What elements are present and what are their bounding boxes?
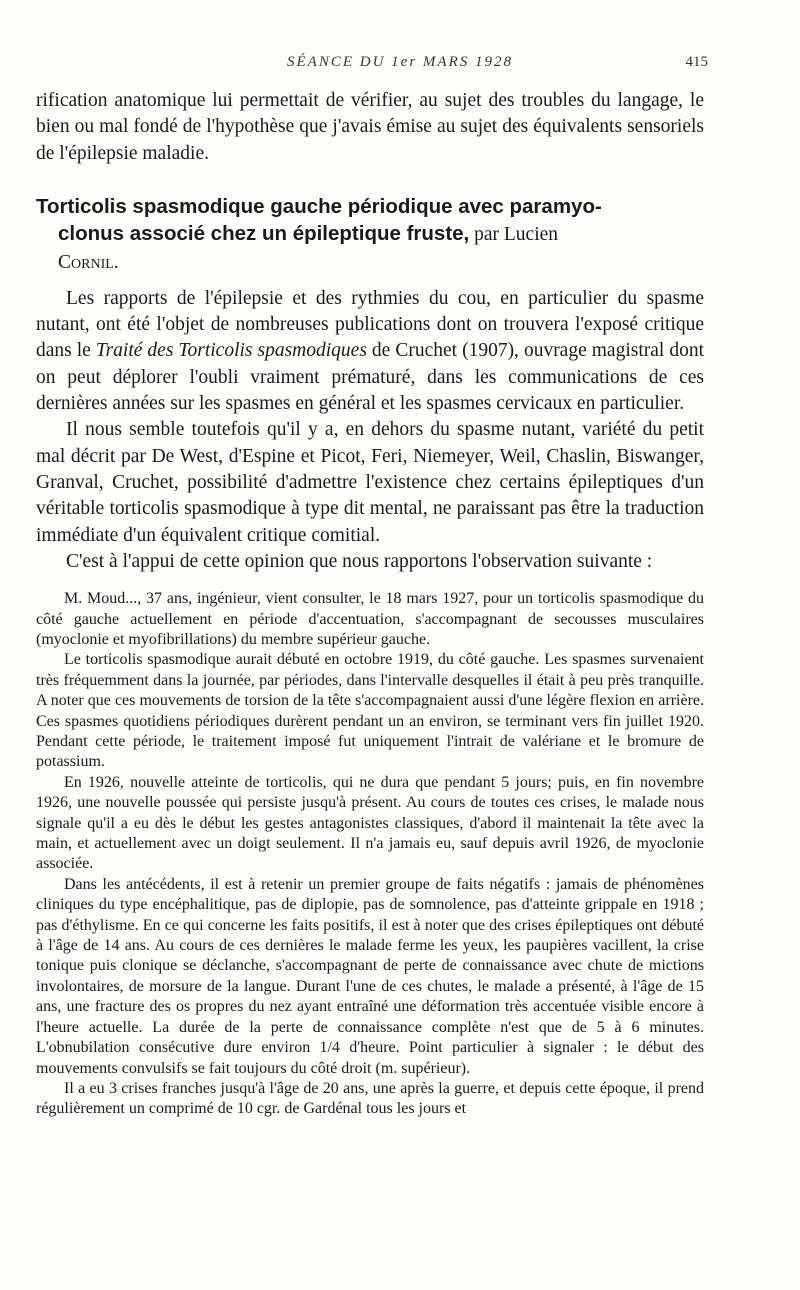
- article-title-continuation: [36, 220, 704, 276]
- header-title: SÉANCE DU 1er MARS 1928: [287, 54, 513, 70]
- observation-paragraph-4: Dans les antécédents, il est à retenir un premier groupe de faits négatifs : jamais de phénomènes cliniques du type encéphalitique, pas de diplopie, pas de somnolence, pas d'atteinte grippale en 1918 ; pas d'éthylisme. En ce qui concerne les faits positifs, il est à noter que des crises épileptiques ont débuté à l'âge de 14 ans. Au cours de ces dernières le malade ferme les yeux, les paupières vacillent, la crise tonique puis clonique se déclanche, s'accompagnant de perte de connaissance avec chute de mictions involontaires, de morsure de la langue. Durant l'une de ces chutes, le malade a présenté, à l'âge de 15 ans, une fracture des os propres du nez ayant entraîné une déformation très accentuée visible encore à l'heure actuelle. La durée de la perte de connaissance complète n'est que de 5 à 6 minutes. L'obnubilation consécutive dure environ 1/4 d'heure. Point particulier à signaler : le début des mouvements convulsifs se fait toujours du côté droit (m. supérieur).: [36, 875, 704, 1077]
- page-content: [36, 88, 704, 1120]
- paragraph-1-part-b: de Cruchet (1907), ouvrage magistral dont on peut déplorer l'oubli vraiment prématuré, dans les communications de ces dernières années sur les spasmes en général et les spasmes cervicaux en particulier.: [36, 340, 704, 415]
- article-title-line2: clonus associé chez un épileptique fruste,: [58, 221, 470, 245]
- paragraph-3: C'est à l'appui de cette opinion que nous rapportons l'observation suivante :: [66, 550, 653, 572]
- paragraph-1: [36, 286, 704, 417]
- article-title-line1: Torticolis spasmodique gauche périodique avec paramyo-: [36, 194, 602, 218]
- observation-paragraph-2: Le torticolis spasmodique aurait débuté en octobre 1919, du côté gauche. Les spasmes survenaient très fréquemment dans la journée, par périodes, dans l'intervalle desquelles il était à peu près tranquille. A noter que ces mouvements de torsion de la tête s'accompagnaient aussi d'une légère flexion en arrière. Ces spasmes quotidiens périodiques durèrent pendant un an environ, se terminant vers fin juillet 1920. Pendant cette période, le traitement imposé fut uniquement l'intrait de valériane et le bromure de potassium.: [36, 651, 704, 771]
- running-header: [0, 54, 800, 76]
- author-prefix: par Lucien: [469, 223, 559, 245]
- observation-paragraph-1: M. Moud..., 37 ans, ingénieur, vient consulter, le 18 mars 1927, pour un torticolis spasmodique du côté gauche actuellement en période d'accentuation, s'accompagnant de secousses musculaires (myoclonie et myofibrillations) du membre supérieur gauche.: [36, 590, 704, 648]
- observation-paragraph-3: En 1926, nouvelle atteinte de torticolis, qui ne dura que pendant 5 jours; puis, en fin novembre 1926, une nouvelle poussée qui persiste jusqu'à présent. Au cours de toutes ces crises, le malade nous signale qu'il a eu dès le début les gestes antagonistes classiques, d'abord il maintenait la tête avec la main, et actuellement avec un doigt seulement. Il n'a jamais eu, sauf depuis avril 1926, de myoclonie associée.: [36, 773, 704, 873]
- cited-title: Traité des Torticolis spasmodiques: [95, 340, 367, 362]
- paragraph-2: Il nous semble toutefois qu'il y a, en dehors du spasme nutant, variété du petit mal décrit par De West, d'Espine et Picot, Feri, Niemeyer, Weil, Chaslin, Biswanger, Granval, Cruchet, possibilité d'admettre l'existence chez certains épileptiques d'un véritable torticolis spasmodique à type dit mental, ne paraissant pas être la traduction immédiate d'un équivalent critique comitial.: [36, 419, 704, 546]
- observation-paragraph-5: Il a eu 3 crises franches jusqu'à l'âge de 20 ans, une après la guerre, et depuis cette époque, il prend régulièrement un comprimé de 10 cgr. de Gardénal tous les jours et: [36, 1079, 704, 1118]
- article-heading: [36, 193, 704, 276]
- author-name: Cornil.: [58, 251, 119, 273]
- page-number: 415: [685, 54, 708, 70]
- paragraph-1-part-a: Les rapports de l'épilepsie et des rythmies du cou, en particulier du spasme nutant, ont été l'objet de nombreuses publications dont on trouvera l'exposé critique dans le: [36, 287, 704, 362]
- intro-paragraph: rification anatomique lui permettait de vérifier, au sujet des troubles du langage, le bien ou mal fondé de l'hypothèse que j'avais émise au sujet des équivalents sensoriels de l'épilepsie maladie.: [36, 90, 704, 164]
